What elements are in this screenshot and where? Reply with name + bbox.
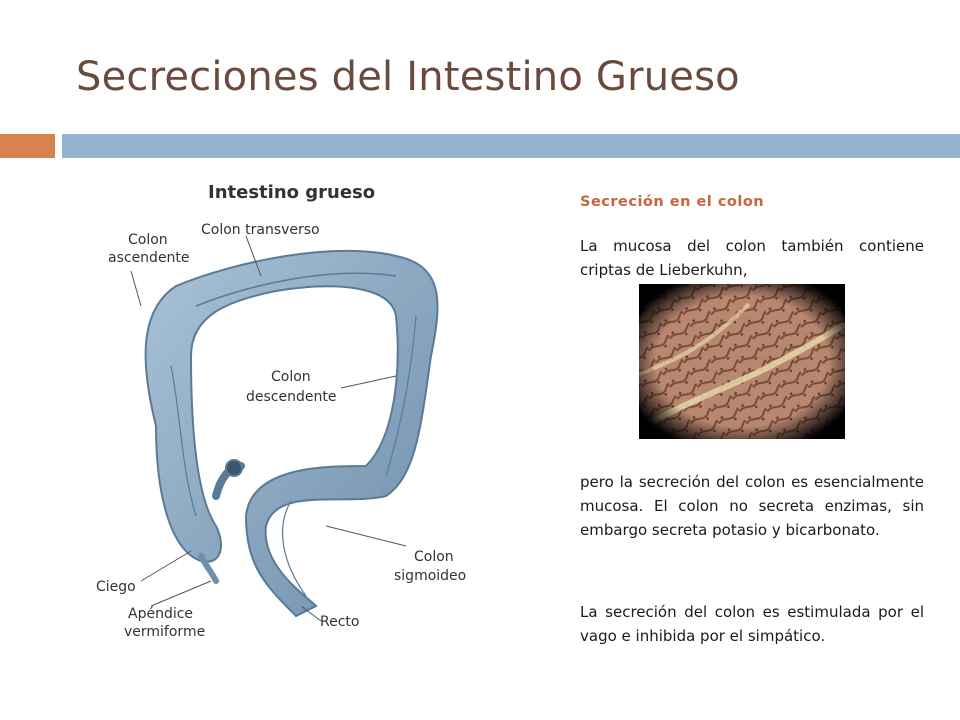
label-colon-sigmoideo-line1: Colon [414,549,454,565]
paragraph-regulation: La secreción del colon es estimulada por el vago e inhibida por el simpático. [580,603,924,645]
figure-heading: Intestino grueso [208,182,376,203]
label-colon-sigmoideo-line2: sigmoideo [394,568,467,584]
label-colon-descendente-line2: descendente [246,389,337,405]
label-recto: Recto [320,614,360,630]
content-column [580,190,924,282]
accent-bar-orange [0,134,55,158]
label-colon-descendente-line1: Colon [271,369,311,385]
label-apendice-line2: vermiforme [124,624,206,640]
ileum-opening [226,460,242,476]
large-intestine-illustration [96,166,476,656]
colon-shape [146,251,438,616]
label-ciego: Ciego [96,579,136,595]
section-subheading: Secreción en el colon [580,194,765,210]
label-colon-ascendente-line2: ascendente [108,250,190,266]
label-apendice-line1: Apéndice [128,606,194,622]
crypts-micrograph [639,284,845,439]
label-colon-transverso: Colon transverso [201,222,320,238]
paragraph-mucosa: La mucosa del colon también contiene criptas de Lieberkuhn, [580,237,924,279]
paragraph-secretion: pero la secreción del colon es esencialmente mucosa. El colon no secreta enzimas, sin embargo secreta potasio y bicarbonato. [580,473,924,539]
label-colon-ascendente-line1: Colon [128,232,168,248]
slide-title: Secreciones del Intestino Grueso [76,54,740,100]
accent-bar-blue [62,134,960,158]
